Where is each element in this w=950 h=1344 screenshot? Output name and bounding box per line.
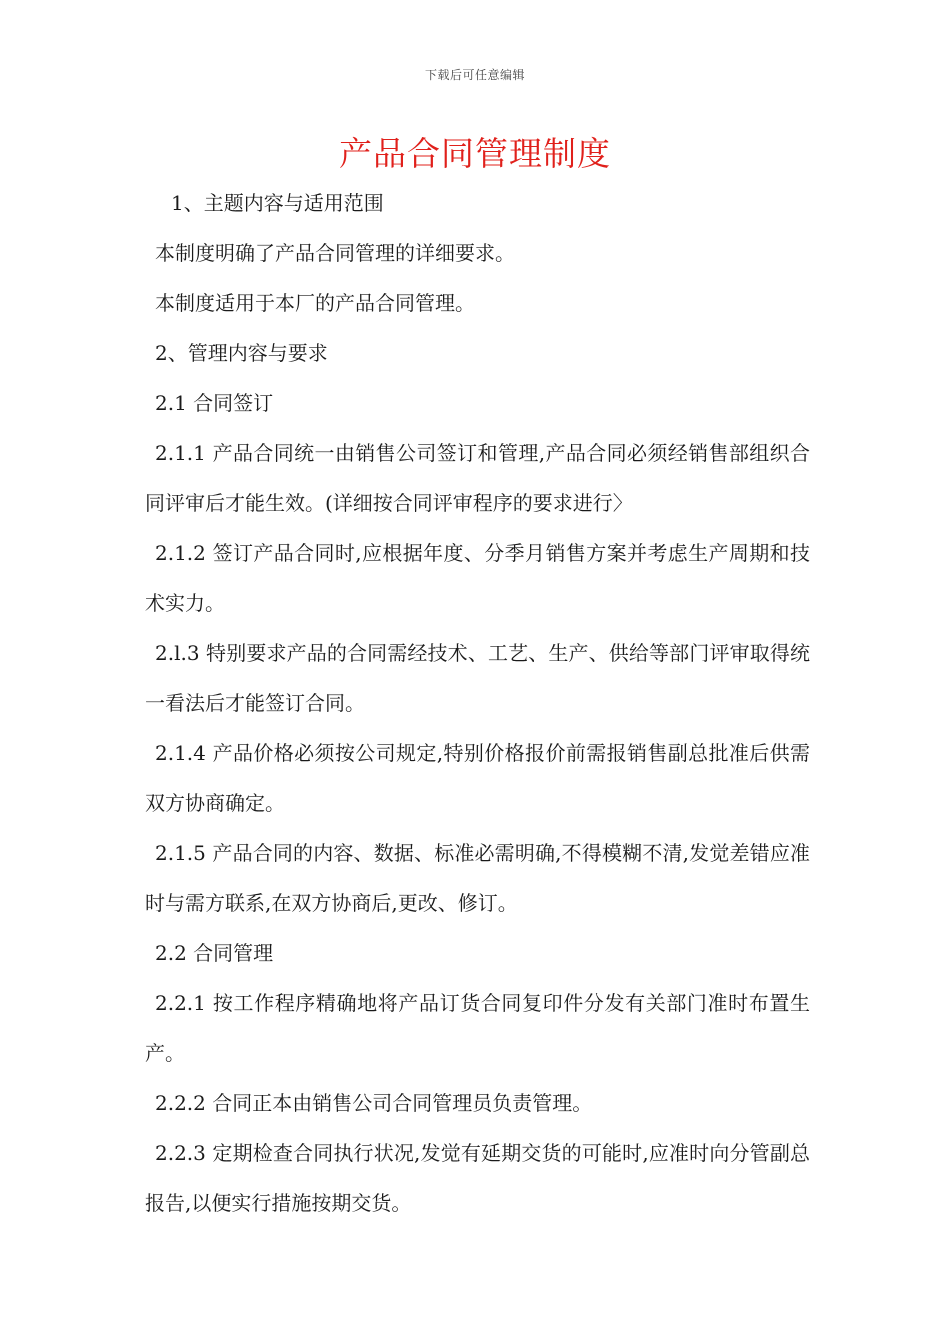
clause-2-1-3: 2.l.3 特别要求产品的合同需经技术、工艺、生产、供给等部门评审取得统一看法后才能签订合同。 <box>145 641 810 715</box>
paragraph: 本制度适用于本厂的产品合同管理。 <box>155 291 475 315</box>
clause-2-2-3: 2.2.3 定期检查合同执行状况,发觉有延期交货的可能时,应准时向分管副总报告,以便实行措施按期交货。 <box>145 1141 810 1215</box>
clause-2-1-5: 2.1.5 产品合同的内容、数据、标准必需明确,不得模糊不清,发觉差错应准时与需方联系,在双方协商后,更改、修订。 <box>145 841 810 915</box>
subsection-heading-2-1: 2.1 合同签订 <box>155 391 274 415</box>
page-header-note: 下载后可任意编辑 <box>424 68 525 82</box>
subsection-heading-2-2: 2.2 合同管理 <box>155 941 274 965</box>
document-title: 产品合同管理制度 <box>339 134 611 173</box>
clause-2-2-1: 2.2.1 按工作程序精确地将产品订货合同复印件分发有关部门准时布置生产。 <box>145 991 810 1065</box>
clause-2-1-2: 2.1.2 签订产品合同时,应根据年度、分季月销售方案并考虑生产周期和技术实力。 <box>145 541 810 615</box>
clause-2-1-4: 2.1.4 产品价格必须按公司规定,特别价格报价前需报销售副总批准后供需双方协商确定。 <box>145 741 810 815</box>
document-body <box>145 178 810 1228</box>
section-heading-1: 1、主题内容与适用范围 <box>171 191 384 215</box>
paragraph: 本制度明确了产品合同管理的详细要求。 <box>155 241 515 265</box>
section-heading-2: 2、管理内容与要求 <box>155 341 328 365</box>
clause-2-1-1: 2.1.1 产品合同统一由销售公司签订和管理,产品合同必须经销售部组织合同评审后才能生效。(详细按合同评审程序的要求进行〉 <box>145 441 810 515</box>
clause-2-2-2: 2.2.2 合同正本由销售公司合同管理员负责管理。 <box>155 1091 593 1115</box>
